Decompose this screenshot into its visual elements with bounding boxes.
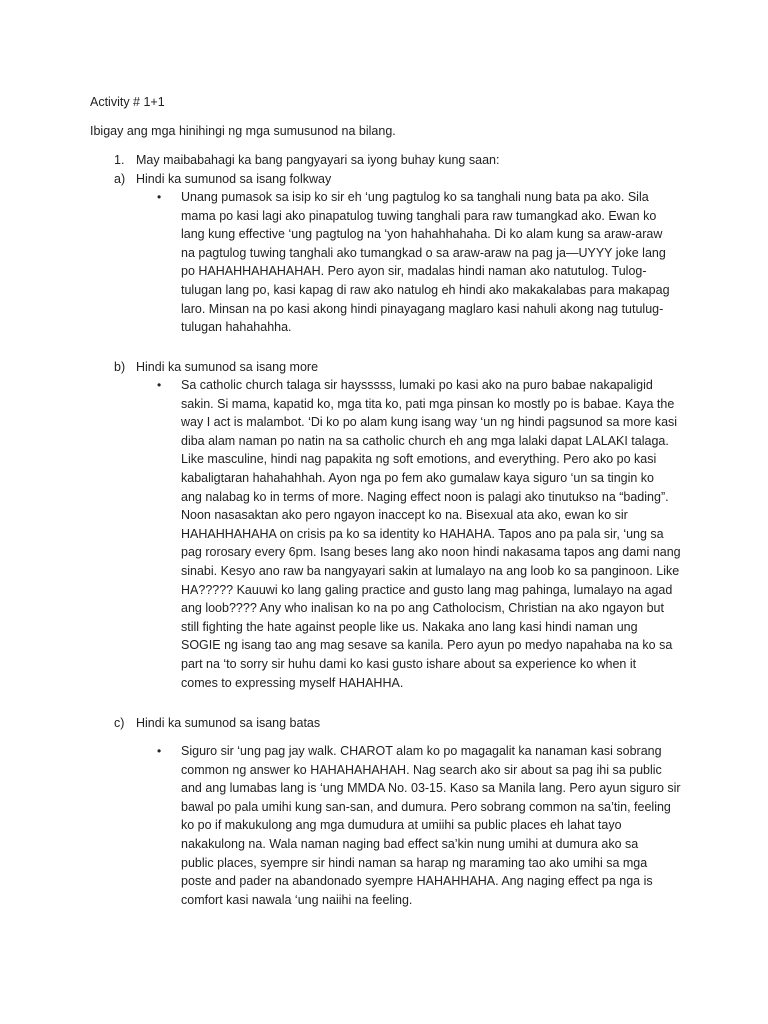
section-heading-b [114,358,318,376]
section-heading-text: Hindi ka sumunod sa isang folkway [136,172,332,186]
paragraph-line: ang loob???? Any who inalisan ko na po ang Catholocism, Christian na ako ngayon but [181,601,664,616]
section-heading-text: Hindi ka sumunod sa isang batas [136,716,321,730]
paragraph-line: lang kung effective ‘ung pagtulog na ‘yon hahahhahaha. Di ko alam kung sa araw-araw [181,227,663,242]
paragraph-line: sinabi. Kesyo ano raw ba nangyayari sakin at lumalayo na ang loob ko sa panginoon. Like [181,563,680,578]
paragraph-line: diba alam naman po natin na sa catholic church eh ang mga lalaki dapat LALAKI talaga. [181,433,669,448]
section-letter: a) [114,172,126,186]
paragraph-line: po HAHAHHAHAHAHAH. Pero ayon sir, madalas hindi naman ako natutulog. Tulog- [181,264,647,279]
section-letter: c) [114,716,125,730]
bullet-icon: • [157,744,162,758]
paragraph-line: SOGIE ng isang tao ang mag sesave sa kanila. Pero ayun po medyo napahaba na ko sa [181,638,673,653]
item-text: May maibabahagi ka bang pangyayari sa iyong buhay kung saan: [136,153,500,167]
bullet-paragraph-b [157,376,681,692]
paragraph-line: common ng answer ko HAHAHAHAHAH. Nag search ako sir about sa pag ihi sa public [181,762,662,777]
paragraph-line: Unang pumasok sa isip ko sir eh ‘ung pagtulog ko sa tanghali nung bata pa ako. Sila [181,190,649,204]
paragraph-line: ang nalabag ko in terms of more. Naging effect noon is palagi ako tinutukso na “bading”. [181,489,669,504]
paragraph-line: na pagtulog tuwing tanghali ako tumangkad o sa araw-araw na pag ja—UYYY joke lang [181,245,666,260]
paragraph-line: Like masculine, hindi nag papakita ng soft emotions, and everything. Pero ako po kasi [181,452,657,467]
paragraph-line: public places, syempre sir hindi naman sa harap ng maraming tao ako umihi sa mga [181,855,648,870]
paragraph-line: Noon nasasaktan ako pero ngayon inaccept ko na. Bisexual ata ako, ewan ko sir [181,508,628,523]
paragraph-line: mama po kasi lagi ako pinapatulog tuwing tanghali para raw tumangkad ako. Ewan ko [181,208,657,223]
paragraph-line: poste and pader na abandonado syempre HAHAHHAHA. Ang naging effect pa nga is [181,874,653,889]
paragraph-line: HA????? Kauuwi ko lang galing practice and gusto lang mag pahinga, lumalayo na agad [181,582,673,597]
paragraph-line: bawal po pala umihi kung san-san, and dumura. Pero sobrang common na sa’tin, feeling [181,799,671,814]
paragraph-line: comfort kasi nawala ‘ung naiihi na feeling. [181,892,413,907]
paragraph-line: ko po if makukulong ang mga dumudura at umiihi sa public places eh lahat tayo [181,818,622,833]
paragraph-line: tulugan lang po, kasi kapag di raw ako natulog eh hindi ako makakalabas para makapag [181,282,670,297]
numbered-item-1 [114,151,499,169]
section-letter: b) [114,360,126,374]
paragraph-line: kabaligtaran hahahahhah. Ayon nga po fem ako gumalaw kaya siguro ‘un sa tingin ko [181,470,655,485]
bullet-icon: • [157,378,162,392]
section-heading-a [114,170,331,188]
paragraph-line: tulugan hahahahha. [181,320,292,335]
paragraph-line: Sa catholic church talaga sir haysssss, lumaki po kasi ako na puro babae nakapaligid [181,378,653,392]
paragraph-line: part na ‘to sorry sir huhu dami ko kasi gusto ishare about sa experience ko when it [181,656,637,671]
bullet-paragraph-a [157,188,671,337]
paragraph-line: and ang lumabas lang is ‘ung MMDA No. 03-15. Kaso sa Manila lang. Pero ayun siguro sir [181,781,681,796]
paragraph-line: nakakulong na. Wala naman naging bad effect sa’kin nung umihi at dumura ako sa [181,836,639,851]
bullet-icon: • [157,190,162,204]
document-title: Activity # 1+1 [90,95,165,109]
paragraph-line: HAHAHHAHAHA on crisis pa ko sa identity ko HAHAHA. Tapos ano pa pala sir, ‘ung sa [181,526,664,541]
bullet-paragraph-c [157,742,681,909]
item-number: 1. [114,153,125,167]
paragraph-line: still fighting the hate against people like us. Nakaka ano lang kasi hindi naman ung [181,619,638,634]
paragraph-line: comes to expressing myself HAHAHHA. [181,675,404,690]
section-heading-c [114,714,320,732]
paragraph-line: laro. Minsan na po kasi akong hindi pinayagang maglaro kasi nahuli akong nag tutulug- [181,301,664,316]
paragraph-line: sakin. Si mama, kapatid ko, mga tita ko, pati mga pinsan ko mostly po is babae. Kaya the [181,396,675,411]
document-instructions: Ibigay ang mga hinihingi ng mga sumusunod na bilang. [90,124,396,138]
section-heading-text: Hindi ka sumunod sa isang more [136,360,319,374]
paragraph-line: pag rorosary every 6pm. Isang beses lang ako noon hindi nakasama tapos ang dami nang [181,545,681,560]
paragraph-line: way I act is malambot. ‘Di ko po alam kung isang way ‘un ng hindi pagsunod sa more kasi [181,415,678,430]
paragraph-line: Siguro sir ‘ung pag jay walk. CHAROT alam ko po magagalit ka nanaman kasi sobrang [181,744,662,758]
